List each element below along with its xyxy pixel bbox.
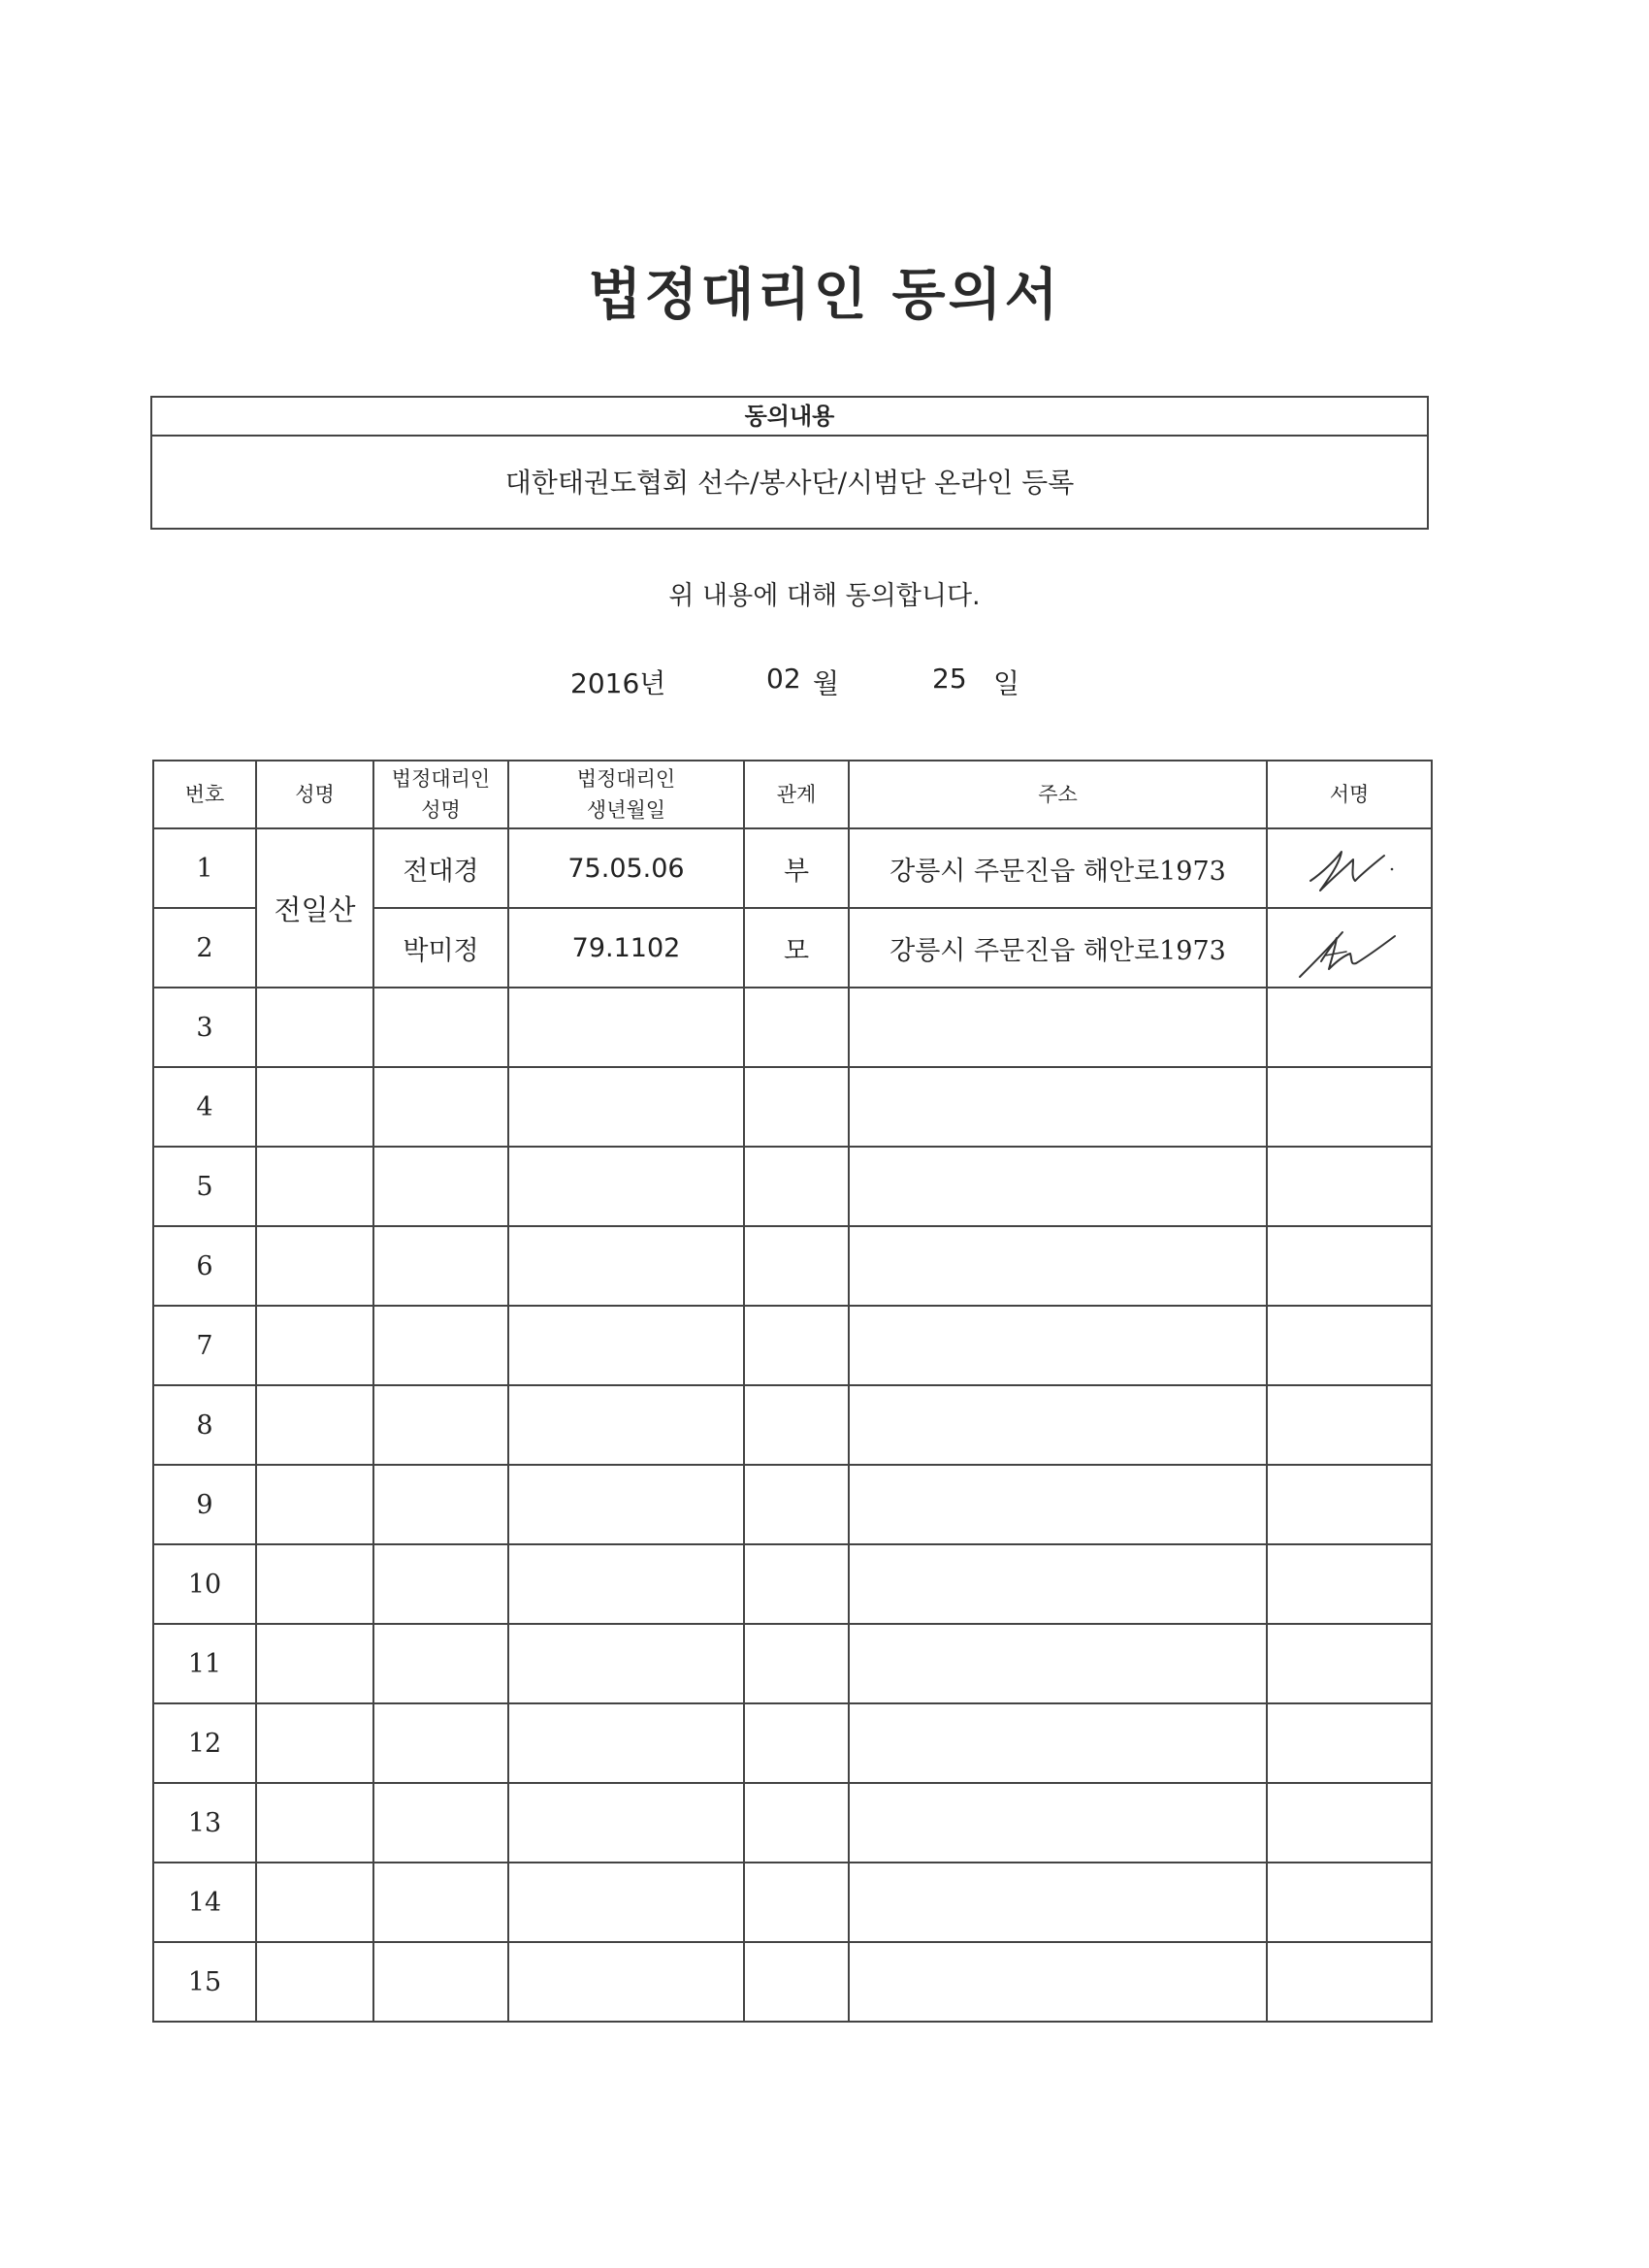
guardian-birth: 79.1102 <box>508 908 744 988</box>
table-row <box>153 988 1432 1067</box>
table-row <box>153 1942 1432 2022</box>
header-guardian-birth-line2: 생년월일 <box>586 798 666 822</box>
date-year: 2016년 <box>570 667 666 699</box>
table-row <box>153 1465 1432 1544</box>
table-row <box>153 1863 1432 1942</box>
relation: 부 <box>744 828 849 908</box>
row-number: 10 <box>153 1544 256 1624</box>
header-guardian-birth <box>508 761 744 828</box>
table-row <box>153 1624 1432 1703</box>
guardian-name: 전대경 <box>373 828 508 908</box>
table-row <box>153 1226 1432 1306</box>
table-row <box>153 1306 1432 1385</box>
header-number: 번호 <box>153 761 256 828</box>
row-number: 12 <box>153 1703 256 1783</box>
row-number: 14 <box>153 1863 256 1942</box>
header-signature: 서명 <box>1267 761 1432 828</box>
handwritten-signature-2 <box>1286 913 1412 983</box>
date-month-unit: 월 <box>813 667 840 699</box>
consent-content: 대한태권도협회 선수/봉사단/시범단 온라인 등록 <box>504 467 1075 499</box>
registration-table <box>152 760 1433 2023</box>
date-month-value: 02 <box>766 663 801 695</box>
agree-statement: 위 내용에 대해 동의합니다. <box>668 581 981 611</box>
row-number: 7 <box>153 1306 256 1385</box>
consent-box <box>150 396 1429 530</box>
row-number: 2 <box>153 908 256 988</box>
table-row <box>153 828 1432 908</box>
header-guardian-name <box>373 761 508 828</box>
relation: 모 <box>744 908 849 988</box>
row-number: 4 <box>153 1067 256 1147</box>
table-row <box>153 1147 1432 1226</box>
date-day-value: 25 <box>932 663 967 695</box>
page-title: 법정대리인 동의서 <box>588 263 1061 327</box>
handwritten-signature-1 <box>1291 834 1407 902</box>
guardian-name: 박미정 <box>373 908 508 988</box>
table-row <box>153 1783 1432 1863</box>
table-row <box>153 1385 1432 1465</box>
header-relation: 관계 <box>744 761 849 828</box>
table-row <box>153 1544 1432 1624</box>
row-number: 6 <box>153 1226 256 1306</box>
address: 강릉시 주문진읍 해안로1973 <box>849 908 1267 988</box>
row-number: 11 <box>153 1624 256 1703</box>
row-number: 5 <box>153 1147 256 1226</box>
consent-header: 동의내용 <box>152 398 1427 437</box>
address: 강릉시 주문진읍 해안로1973 <box>849 828 1267 908</box>
row-number: 15 <box>153 1942 256 2022</box>
row-number: 9 <box>153 1465 256 1544</box>
header-address: 주소 <box>849 761 1267 828</box>
table-row <box>153 1067 1432 1147</box>
table-header-row <box>153 761 1432 828</box>
member-name: 전일산 <box>256 828 373 988</box>
table-row <box>153 1703 1432 1783</box>
row-number: 3 <box>153 988 256 1067</box>
row-number: 8 <box>153 1385 256 1465</box>
row-number: 13 <box>153 1783 256 1863</box>
header-guardian-name-line2: 성명 <box>421 798 461 822</box>
signature-cell <box>1267 908 1432 988</box>
row-number: 1 <box>153 828 256 908</box>
signature-cell <box>1267 828 1432 908</box>
header-name: 성명 <box>256 761 373 828</box>
header-guardian-birth-line1: 법정대리인 <box>576 767 676 791</box>
guardian-birth: 75.05.06 <box>508 828 744 908</box>
date-day-unit: 일 <box>993 667 1020 699</box>
header-guardian-name-line1: 법정대리인 <box>391 767 491 791</box>
